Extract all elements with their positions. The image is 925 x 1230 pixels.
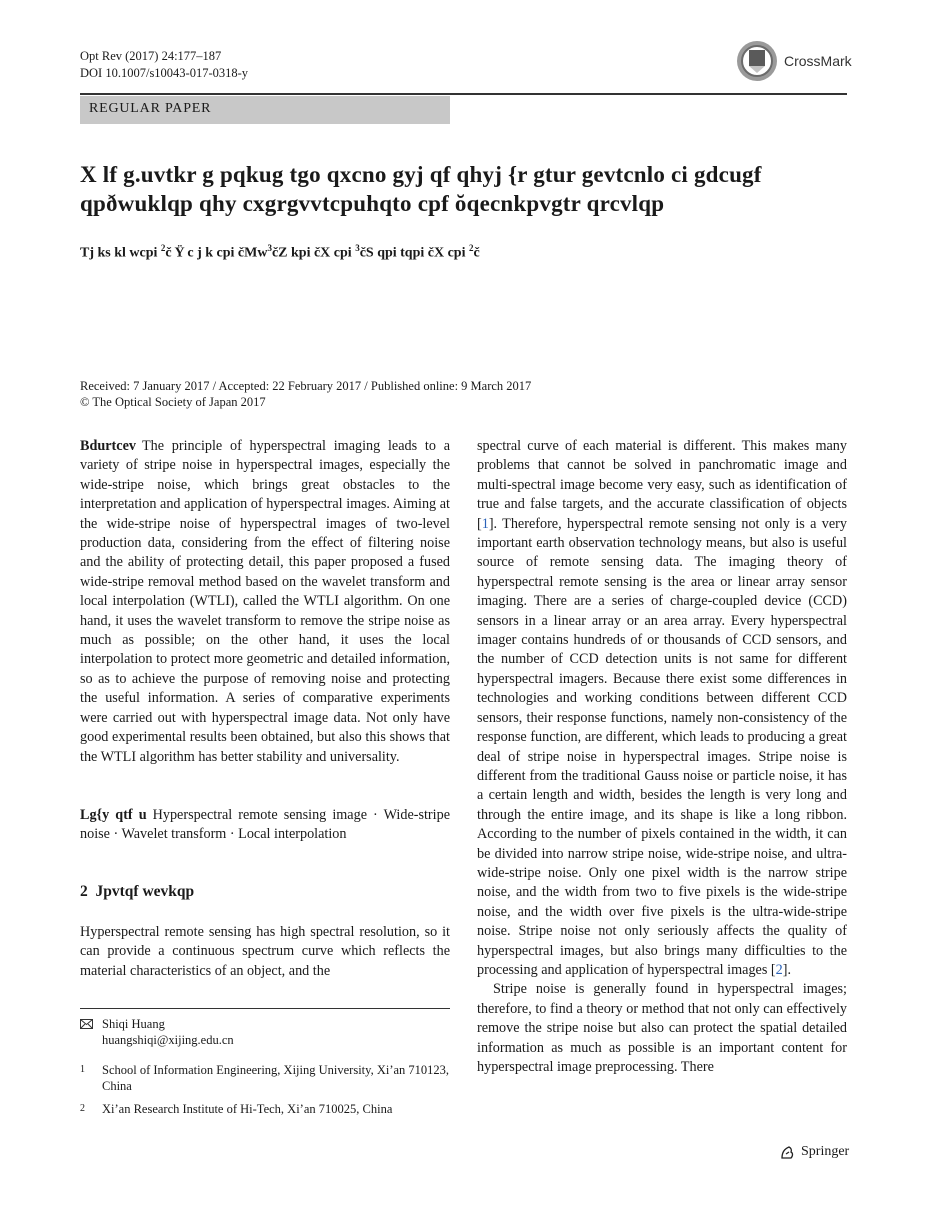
section-number: 2 bbox=[80, 883, 88, 900]
citation-link[interactable]: 2 bbox=[775, 961, 783, 978]
affiliation-text: School of Information Engineering, Xijing University, Xi’an 710123, China bbox=[102, 1063, 450, 1093]
section-title: Jpvtqf wevkqp bbox=[95, 883, 195, 900]
header-rule bbox=[80, 93, 847, 95]
author-text: čS qpi tqpi čX cpi bbox=[359, 245, 469, 261]
article-type-label: REGULAR PAPER bbox=[89, 101, 212, 116]
publisher-name: Springer bbox=[801, 1144, 850, 1159]
author-list bbox=[80, 243, 840, 262]
intro-paragraph: Hyperspectral remote sensing has high spectral resolution, so it can provide a continuous spectrum curve which reflects the material characteristics of an object, and the bbox=[80, 924, 450, 979]
journal-meta bbox=[80, 48, 248, 82]
right-column-body bbox=[477, 437, 847, 1077]
abstract-text: The principle of hyperspectral imaging leads to a variety of stripe noise in hyperspectral images, especially the wide-stripe noise, which brings great obstacles to the interpretation and application of hyperspectral images. Aiming at the wide-stripe noise of hyperspectral images of two-level production data, considering from the effect of filtering noise and the ability of protecting detail, this paper proposed a fused wide-stripe removal method based on the wavelet transform and local interpolation (WTLI), called the WTLI algorithm. On one hand, it uses the wavelet transform to remove the stripe noise as much as possible; on the other hand, it uses the local interpolation to protect more geometric and detailed information, so as to achieve the purpose of removing noise and protecting the useful information. A series of comparative experiments were carried out with hyperspectral image data. Not only have good experimental results been obtained, but also this shows that the WTLI algorithm has better stability and universality. bbox=[80, 438, 450, 765]
keywords-text: Hyperspectral remote sensing image · Wide-stripe noise · Wavelet transform · Local interpolation bbox=[80, 807, 450, 843]
author-affiliation-mark: 3 bbox=[267, 243, 272, 253]
corresponding-author bbox=[80, 1016, 450, 1048]
abstract-label: Bdurtcev bbox=[80, 438, 136, 454]
crossmark-icon bbox=[736, 40, 778, 82]
keywords bbox=[80, 806, 450, 845]
crossmark-label: CrossMark bbox=[784, 53, 852, 69]
author-text: čZ kpi čX cpi bbox=[271, 245, 356, 261]
journal-citation: Opt Rev (2017) 24:177–187 bbox=[80, 49, 222, 63]
author-affiliation-mark: 2 bbox=[469, 243, 474, 253]
author-affiliation-mark: 3 bbox=[355, 243, 360, 253]
author-text: Tj ks kl wcpi bbox=[80, 245, 161, 261]
article-type-band bbox=[80, 96, 450, 124]
affiliation-2 bbox=[80, 1101, 450, 1117]
corresponding-email[interactable]: huangshiqi@xijing.edu.cn bbox=[102, 1033, 234, 1047]
history-line: Received: 7 January 2017 / Accepted: 22 February 2017 / Published online: 9 March 2017 bbox=[80, 379, 532, 393]
doi-link[interactable]: DOI 10.1007/s10043-017-0318-y bbox=[80, 66, 249, 80]
author-affiliation-mark: 2 bbox=[160, 243, 166, 253]
citation-link[interactable]: 1 bbox=[481, 515, 489, 532]
springer-horse-icon bbox=[780, 1145, 795, 1160]
body-paragraph: Stripe noise is generally found in hyperspectral images; therefore, to find a theory or method that not only can effectively remove the stripe noise but also can protect the spatial detailed information as much as possible is an important content for hyperspectral image preprocessing. There bbox=[477, 981, 847, 1075]
affiliation-mark: 2 bbox=[80, 1103, 85, 1114]
section-heading bbox=[80, 883, 194, 901]
author-text: č Ÿ c j k cpi čMw bbox=[165, 245, 268, 261]
abstract bbox=[80, 437, 450, 767]
publisher-mark bbox=[780, 1144, 849, 1160]
affiliation-text: Xi’an Research Institute of Hi-Tech, Xi’an 710025, China bbox=[102, 1102, 393, 1116]
body-text: spectral curve of each material is different. This makes many problems that cannot be solved in panchromatic image and multi-spectral image become very easy, such as identification of true and false targets, and the accurate classification of objects [ bbox=[477, 438, 847, 532]
crossmark-badge[interactable] bbox=[736, 38, 866, 84]
body-text: ]. Therefore, hyperspectral remote sensing not only is a very important earth observation technology means, but also is useful source of remote sensing data. The imaging theory of hyperspectral remote sensing is the area or linear array sensor imaging. There are a series of charge-coupled device (CCD) sensors in a linear array or an area array. Every hyperspectral imager contains hundreds of or thousands of CCD sensors, and the number of CCD detection units is not same for different hyperspectral imagers. Because there exist some differences in technologies and working conditions between different CCD sensors, their response functions, namely non-consistency of the response function, are different, which leads to producing a great deal of stripe noise in hyperspectral images. Stripe noise is different from the traditional Gauss noise or particle noise, it has a certain length and width, besides the length is very long and through the entire image, and its shape is like a long ribbon. According to the number of pixels contained in the width, it can be divided into narrow stripe noise, wide-stripe noise, and ultra-wide-stripe noise. Only one pixel width is the narrow stripe noise, and the width from two to five pixels is the wide-stripe noise, and the width over five pixels is the ultra-wide-stripe noise. Stripe noise not only seriously affects the quality of hyperspectral images, but also brings many difficulties to the processing and application of hyperspectral images [ bbox=[477, 515, 847, 978]
footnote-rule bbox=[80, 1008, 450, 1009]
envelope-icon bbox=[80, 1019, 93, 1029]
affiliation-1 bbox=[80, 1062, 450, 1094]
body-text: ]. bbox=[782, 961, 791, 978]
paper-title: X lf g.uvtkr g pqkug tgo qxcno gyj qf qhyj {r gtur gevtcnlo ci gdcugf qpðwuklqp qhy cxgrgvvtcpuhqto cpf ŏqecnkpvgtr qrcvlqp bbox=[80, 162, 762, 216]
keywords-label: Lg{y qtf u bbox=[80, 807, 147, 823]
author-text: č bbox=[473, 245, 480, 261]
affiliation-mark: 1 bbox=[80, 1064, 85, 1075]
body-paragraph bbox=[477, 437, 847, 980]
corresponding-name: Shiqi Huang bbox=[102, 1017, 165, 1031]
copyright-line: © The Optical Society of Japan 2017 bbox=[80, 395, 266, 409]
publication-dates bbox=[80, 378, 680, 410]
